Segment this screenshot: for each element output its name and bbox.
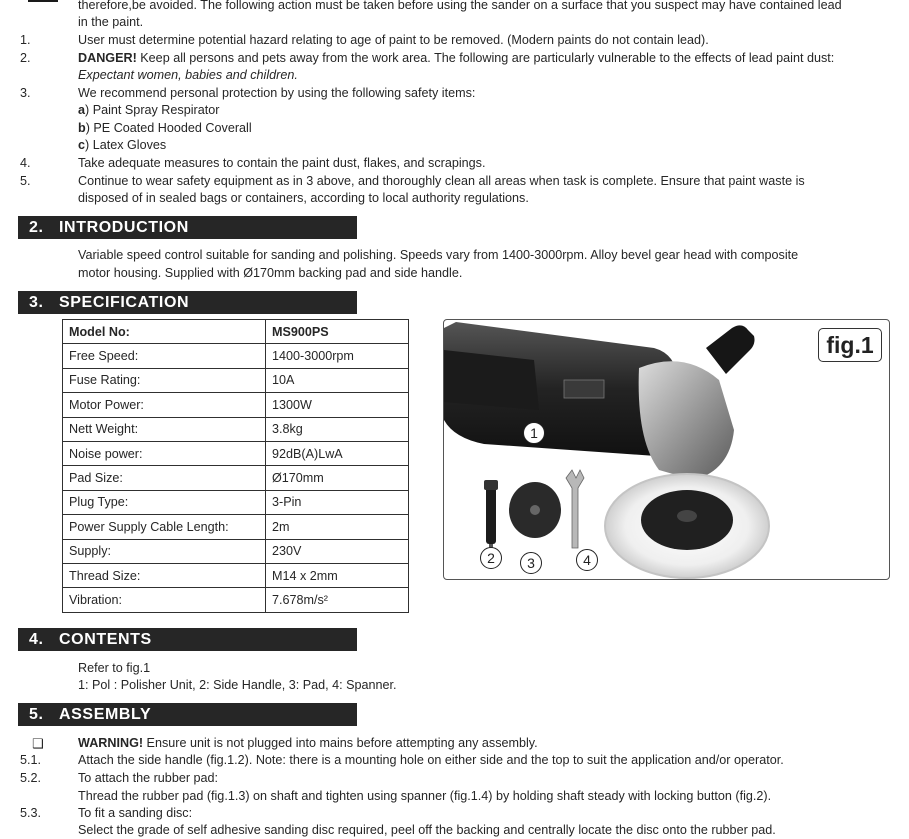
section-header-assembly: 5. ASSEMBLY — [18, 703, 357, 726]
spec-value: 92dB(A)LwA — [266, 441, 409, 465]
safety-intro-line2: in the paint. — [78, 15, 144, 29]
spec-value: 3-Pin — [266, 490, 409, 514]
spec-value: 1400-3000rpm — [266, 344, 409, 368]
section-header-specification: 3. SPECIFICATION — [18, 291, 357, 314]
spec-value: MS900PS — [266, 320, 409, 344]
table-row — [63, 539, 409, 563]
callout-1: 1 — [523, 422, 545, 444]
spec-label: Model No: — [63, 320, 266, 344]
spec-value: 230V — [266, 539, 409, 563]
assembly-step-3-text: To fit a sanding disc: — [78, 806, 193, 820]
assembly-warning — [78, 735, 893, 752]
spec-label: Vibration: — [63, 588, 266, 612]
warning-label: WARNING! — [78, 736, 144, 750]
assembly-step-2-num: 5.2. — [20, 771, 42, 785]
assembly-step-3-num: 5.3. — [20, 806, 42, 820]
safety-item-4-text: Take adequate measures to contain the paint dust, flakes, and scrapings. — [78, 156, 486, 170]
safety-item-1-text: User must determine potential hazard relating to age of paint to be removed. (Modern paints do not contain lead). — [78, 33, 709, 47]
safety-item-2-text — [78, 50, 893, 67]
spec-label: Free Speed: — [63, 344, 266, 368]
danger-label: DANGER! — [78, 51, 137, 65]
checkbox-icon: ❑ — [32, 736, 44, 751]
assembly-step-1-text: Attach the side handle (fig.1.2). Note: there is a mounting hole on either side and the top to suit the application and/or operator. — [78, 753, 784, 767]
assembly-step-2-text: To attach the rubber pad: — [78, 771, 219, 785]
spec-value: Ø170mm — [266, 466, 409, 490]
section-header-introduction: 2. INTRODUCTION — [18, 216, 357, 239]
introduction-line2: motor housing. Supplied with Ø170mm backing pad and side handle. — [78, 266, 463, 280]
contents-line1: Refer to fig.1 — [78, 661, 151, 675]
table-row — [63, 368, 409, 392]
callout-3: 3 — [520, 552, 542, 574]
introduction-line1: Variable speed control suitable for sanding and polishing. Speeds vary from 1400-3000rpm. Alloy bevel gear head with composite — [78, 248, 799, 262]
spec-label: Power Supply Cable Length: — [63, 515, 266, 539]
safety-item-5-num: 5. — [20, 174, 31, 188]
safety-item-2-italic — [78, 67, 893, 84]
spec-value: 10A — [266, 368, 409, 392]
safety-item-5-text2: disposed of in sealed bags or containers, according to local authority regulations. — [78, 191, 529, 205]
spec-label: Fuse Rating: — [63, 368, 266, 392]
table-row — [63, 417, 409, 441]
table-row — [63, 441, 409, 465]
spec-label: Motor Power: — [63, 393, 266, 417]
table-row — [63, 393, 409, 417]
table-row — [63, 490, 409, 514]
table-row — [63, 515, 409, 539]
assembly-step-2-text2: Thread the rubber pad (fig.1.3) on shaft and tighten using spanner (fig.1.4) by holding shaft steady with locking button (fig.2). — [78, 789, 772, 803]
safety-subitem-b: b) PE Coated Hooded Coverall — [78, 121, 252, 135]
warning-text: Ensure unit is not plugged into mains before attempting any assembly. — [143, 736, 538, 750]
spec-value: 7.678m/s² — [266, 588, 409, 612]
table-row — [63, 466, 409, 490]
spec-value: 2m — [266, 515, 409, 539]
table-row — [63, 563, 409, 587]
spec-value: 1300W — [266, 393, 409, 417]
assembly-step-3-text2: Select the grade of self adhesive sanding disc required, peel off the backing and centrally locate the disc onto the rubber pad. — [78, 823, 776, 837]
assembly-step-1-num: 5.1. — [20, 753, 42, 767]
callout-4: 4 — [576, 549, 598, 571]
section-header-contents: 4. CONTENTS — [18, 628, 357, 651]
safety-item-4-num: 4. — [20, 156, 31, 170]
top-black-box — [28, 0, 58, 2]
contents-line2: 1: Pol : Polisher Unit, 2: Side Handle, 3: Pad, 4: Spanner. — [78, 678, 397, 692]
safety-subitem-a: a) Paint Spray Respirator — [78, 103, 220, 117]
vulnerable-groups: Expectant women, babies and children. — [78, 68, 298, 82]
safety-subitem-c: c) Latex Gloves — [78, 138, 167, 152]
table-row — [63, 344, 409, 368]
spec-value: M14 x 2mm — [266, 563, 409, 587]
spec-label: Nett Weight: — [63, 417, 266, 441]
table-row — [63, 320, 409, 344]
table-row — [63, 588, 409, 612]
spec-label: Plug Type: — [63, 490, 266, 514]
safety-item-1-num: 1. — [20, 33, 31, 47]
spec-label: Thread Size: — [63, 563, 266, 587]
spec-value: 3.8kg — [266, 417, 409, 441]
safety-item-2-num: 2. — [20, 51, 31, 65]
safety-intro-line1: therefore,be avoided. The following action must be taken before using the sander on a surface that you suspect may have contained lead — [78, 0, 842, 12]
safety-item-5-text: Continue to wear safety equipment as in 3 above, and thoroughly clean all areas when task is complete. Ensure that paint waste is — [78, 174, 805, 188]
safety-item-3-text: We recommend personal protection by using the following safety items: — [78, 86, 476, 100]
spec-label: Pad Size: — [63, 466, 266, 490]
spec-label: Noise power: — [63, 441, 266, 465]
safety-item-3-num: 3. — [20, 86, 31, 100]
danger-text: Keep all persons and pets away from the work area. The following are particularly vulnerable to the effects of lead paint dust: — [136, 51, 835, 65]
spec-label: Supply: — [63, 539, 266, 563]
specification-table — [62, 319, 409, 613]
callout-2: 2 — [480, 547, 502, 569]
figure-label: fig.1 — [818, 328, 882, 362]
